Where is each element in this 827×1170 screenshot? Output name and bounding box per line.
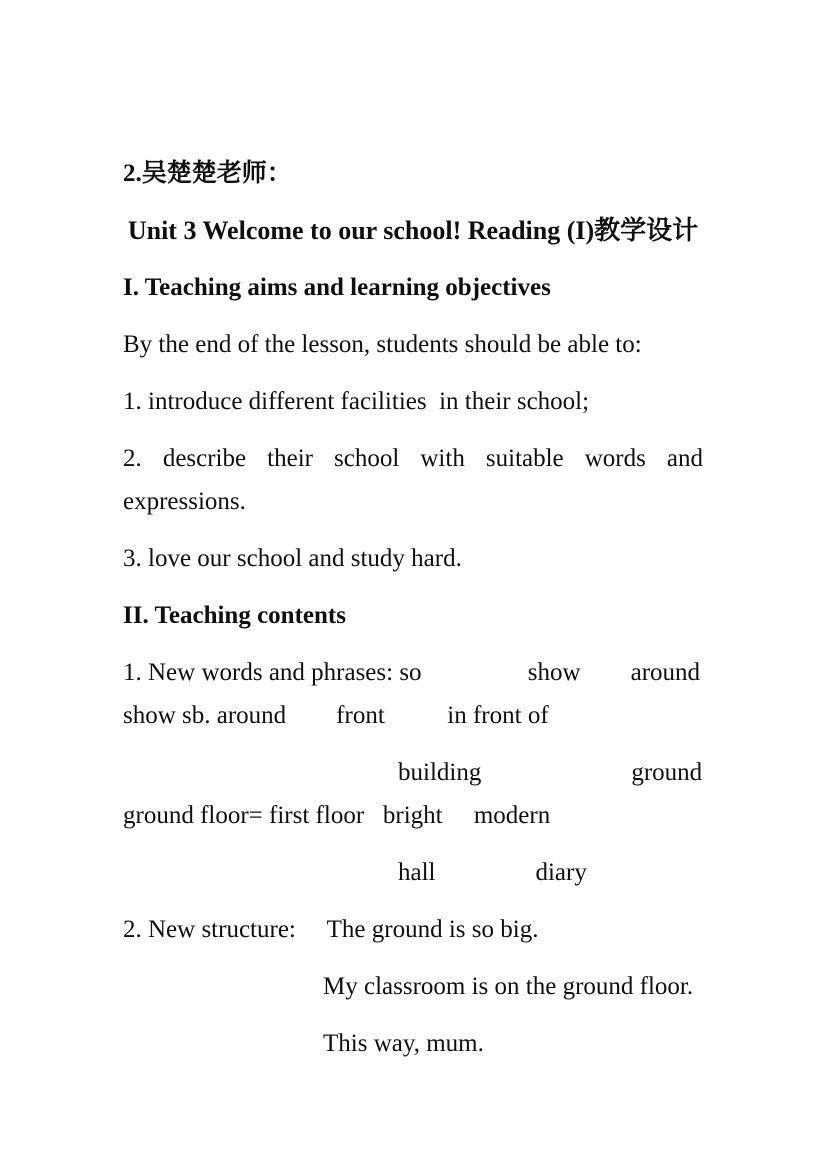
author-line: 2.吴楚楚老师：	[123, 160, 292, 187]
new-words-group-2	[123, 751, 703, 837]
aim-item-2	[123, 437, 703, 523]
document-title: Unit 3 Welcome to our school! Reading (I)教学设计	[127, 216, 699, 245]
new-words-and-phrases	[123, 651, 703, 737]
new-words-line-5: hall diary	[398, 859, 587, 886]
new-structure-line-3: This way, mum.	[323, 1030, 484, 1057]
aim-item-2-line-1: 2. describe their school with suitable words and	[123, 445, 703, 472]
new-words-line-2: show sb. around front in front of	[123, 702, 549, 729]
heading-teaching-contents: II. Teaching contents	[123, 602, 346, 629]
new-words-line-3: building ground	[398, 759, 703, 786]
new-words-line-4: ground floor= first floor bright modern	[123, 802, 551, 829]
aim-item-1: 1. introduce different facilities in their school;	[123, 388, 590, 415]
aim-item-3: 3. love our school and study hard.	[123, 545, 462, 572]
new-structure-line-2: My classroom is on the ground floor.	[323, 973, 694, 1000]
new-structure-line-1: 2. New structure: The ground is so big.	[123, 916, 539, 943]
heading-teaching-aims: I. Teaching aims and learning objectives	[123, 274, 551, 301]
new-words-line-1: 1. New words and phrases: so show around	[123, 659, 701, 686]
aim-item-2-line-2: expressions.	[123, 488, 246, 515]
aims-intro: By the end of the lesson, students should be able to:	[123, 331, 642, 358]
